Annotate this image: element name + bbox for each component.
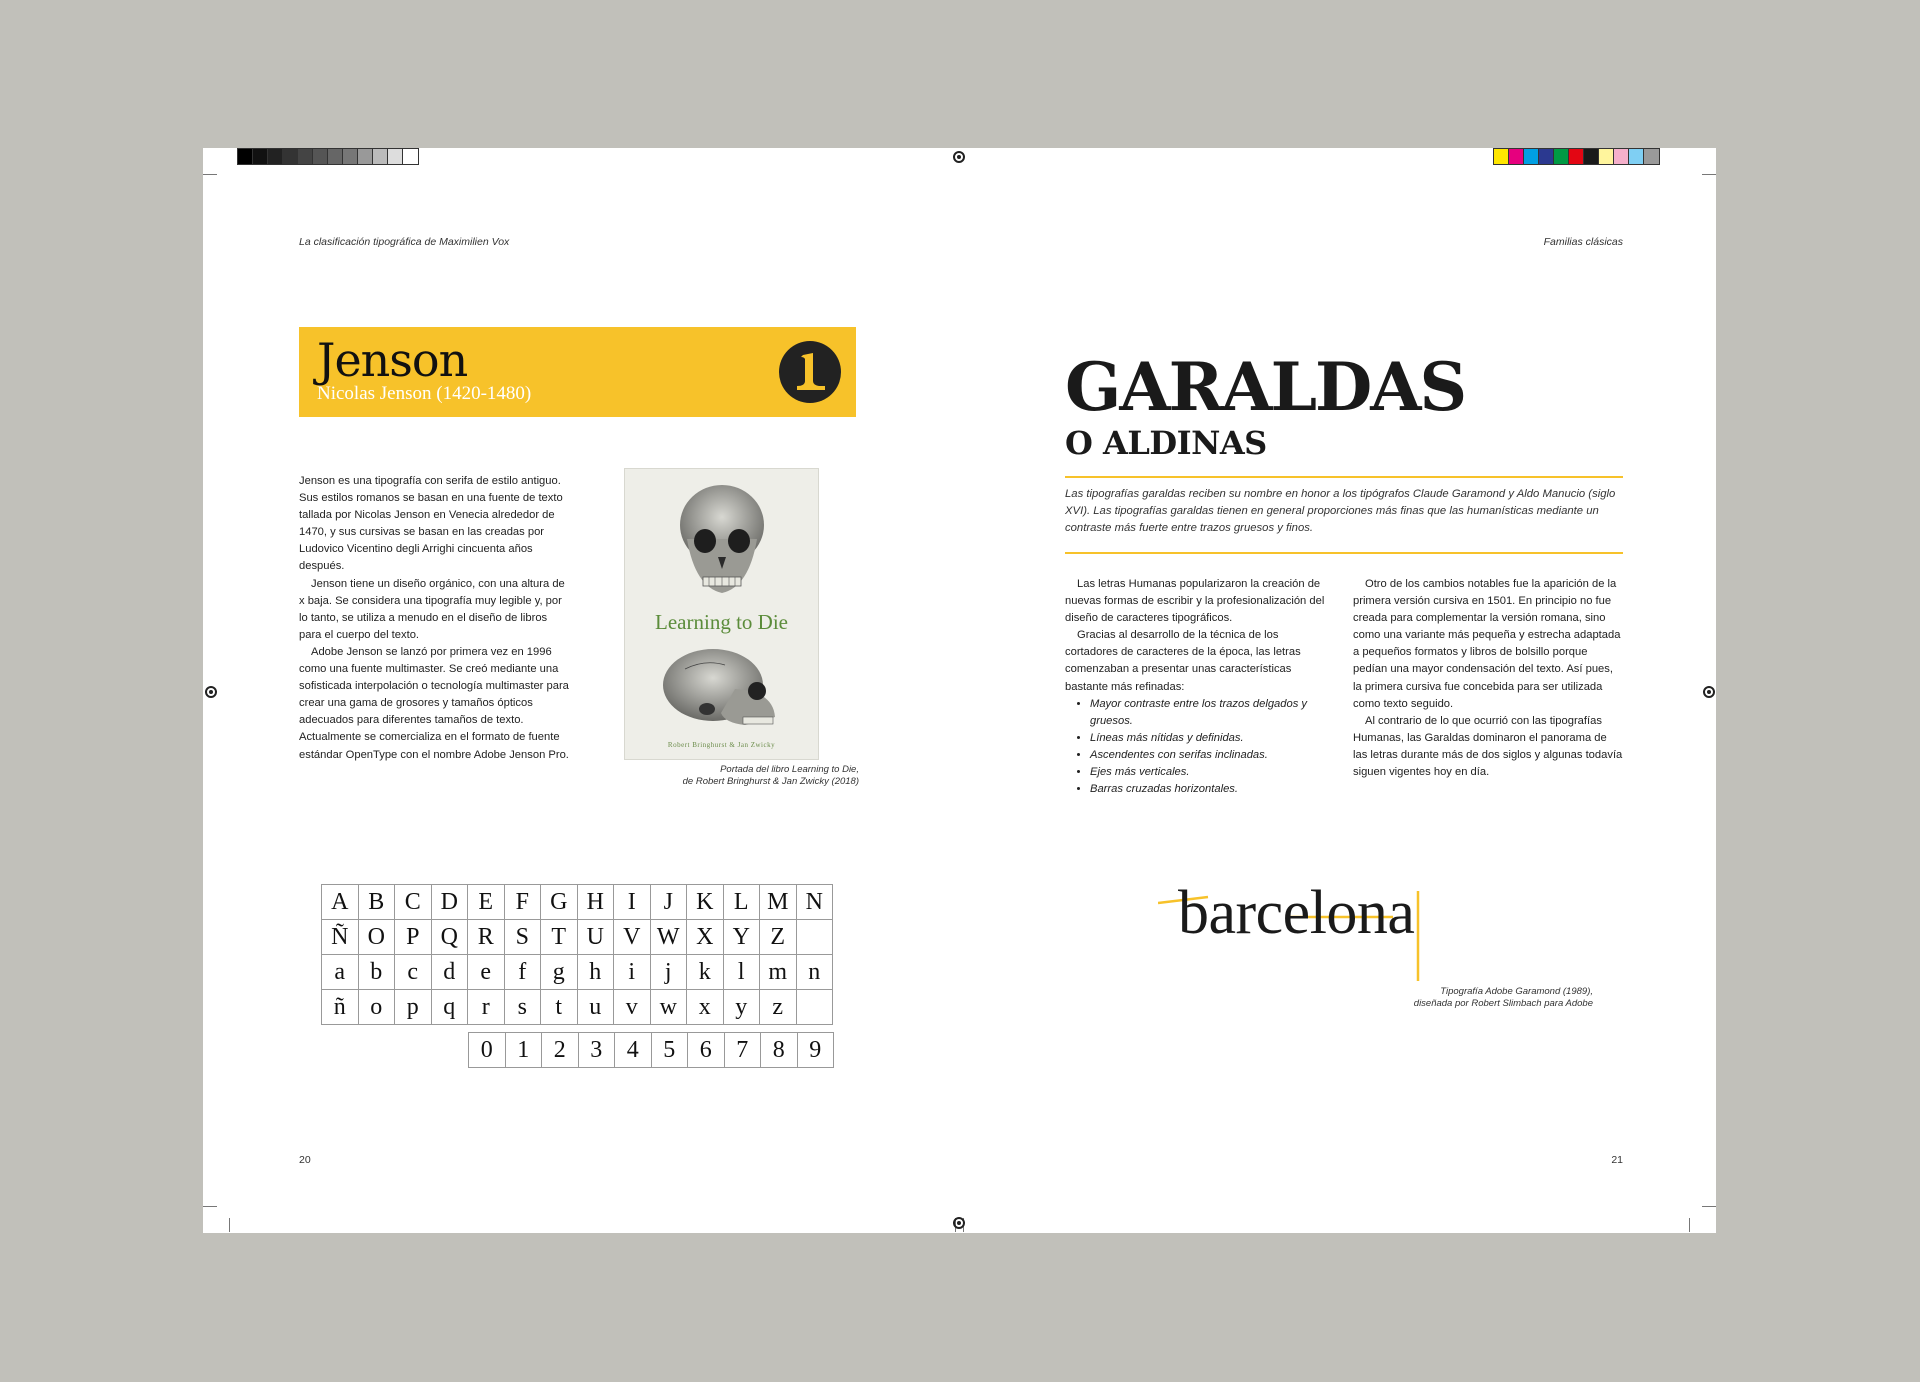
- process-color-bar: [1493, 148, 1660, 165]
- digit-cell: 9: [797, 1033, 834, 1068]
- glyph-cell: V: [614, 920, 651, 955]
- color-swatch: [388, 149, 403, 164]
- glyph-cell: y: [723, 990, 760, 1025]
- registration-mark-icon: [953, 151, 965, 163]
- digit-cell: 7: [724, 1033, 761, 1068]
- banner-subtitle: Nicolas Jenson (1420-1480): [317, 383, 532, 404]
- color-swatch: [298, 149, 313, 164]
- book-cover-image: [624, 468, 819, 760]
- color-swatch: [283, 149, 298, 164]
- glyph-cell: f: [504, 955, 541, 990]
- digit-cell: 8: [761, 1033, 798, 1068]
- glyph-cell: G: [541, 885, 578, 920]
- specimen-caption: [1283, 986, 1593, 1010]
- glyph-cell: c: [395, 955, 432, 990]
- color-swatch: [1554, 149, 1569, 164]
- crop-mark: [203, 1206, 217, 1207]
- glyph-cell: ñ: [322, 990, 359, 1025]
- color-swatch: [1494, 149, 1509, 164]
- page-title: GARALDAS: [1065, 348, 1466, 426]
- glyph-cell: W: [650, 920, 687, 955]
- glyph-cell: w: [650, 990, 687, 1025]
- color-swatch: [1524, 149, 1539, 164]
- glyph-cell: l: [723, 955, 760, 990]
- color-swatch: [1569, 149, 1584, 164]
- glyph-cell: q: [431, 990, 468, 1025]
- crop-mark: [1689, 1218, 1690, 1232]
- glyph-cell: T: [541, 920, 578, 955]
- specimen-row: [322, 920, 833, 955]
- banner-title: Jenson: [317, 333, 468, 387]
- color-swatch: [1644, 149, 1659, 164]
- gray-scale-bar: [237, 148, 419, 165]
- glyph-cell: d: [431, 955, 468, 990]
- registration-mark-icon: [1703, 686, 1715, 698]
- glyph-cell: e: [468, 955, 505, 990]
- running-head-left: La clasificación tipográfica de Maximilien Vox: [299, 236, 510, 248]
- glyph-cell: R: [468, 920, 505, 955]
- glyph-cell: [796, 920, 833, 955]
- list-item: • Mayor contraste entre los trazos delgados y gruesos.: [1090, 696, 1330, 730]
- glyph-cell: v: [614, 990, 651, 1025]
- intro-text: Las tipografías garaldas reciben su nombre en honor a los tipógrafos Claude Garamond y Aldo Manucio (siglo XVI). Las tipografías garaldas tienen en general proporciones más finas que las humanísticas mediante un contraste más fuerte entre trazos gruesos y finos.: [1065, 488, 1616, 535]
- glyph-cell: h: [577, 955, 614, 990]
- list-item: • Ascendentes con serifas inclinadas.: [1090, 747, 1330, 764]
- crop-mark: [229, 1218, 230, 1232]
- book-spread: [203, 148, 1716, 1233]
- glyph-cell: z: [760, 990, 797, 1025]
- specimen-word: barcelona: [1178, 879, 1415, 947]
- digit-cell: 1: [505, 1033, 542, 1068]
- glyph-cell: B: [358, 885, 395, 920]
- glyph-cell: k: [687, 955, 724, 990]
- glyph-cell: g: [541, 955, 578, 990]
- color-swatch: [253, 149, 268, 164]
- column-left: [1065, 576, 1330, 798]
- color-swatch: [1599, 149, 1614, 164]
- paragraph: Otro de los cambios notables fue la aparición de la primera versión cursiva en 1501. En principio no fue creada para complementar la versión romana, sino como una variante más pequeña y estrecha adaptada a pequeños formatos y libros de bolsillo porque pedían una mayor condensación del texto. Así pues, la primera cursiva fue concebida para ser utilizada como texto seguido.: [1353, 578, 1621, 710]
- color-swatch: [238, 149, 253, 164]
- feature-list: [1065, 696, 1330, 799]
- jenson-description: [299, 473, 571, 764]
- glyph-cell: Q: [431, 920, 468, 955]
- color-swatch: [1614, 149, 1629, 164]
- paragraph: Adobe Jenson se lanzó por primera vez en 1996 como una fuente multimaster. Se creó mediante una sofisticada interpolación o tecnología multimaster para crear una gama de grosores y tamaños ópticos adecuados para diferentes tamaños de texto. Actualmente se comercializa en el formato de fuente estándar OpenType con el nombre Adobe Jenson Pro.: [299, 645, 569, 761]
- divider: [1065, 476, 1623, 478]
- color-swatch: [1539, 149, 1554, 164]
- registration-mark-icon: [953, 1217, 965, 1229]
- color-swatch: [328, 149, 343, 164]
- glyph-cell: S: [504, 920, 541, 955]
- column-right: [1353, 576, 1623, 781]
- glyph-cell: A: [322, 885, 359, 920]
- paragraph: Jenson es una tipografía con serifa de estilo antiguo. Sus estilos romanos se basan en una fuente de texto tallada por Nicolas Jenson en Venecia alrededor de 1470, y sus cursivas se basan en las creadas por Ludovico Vicentino degli Arrighi cincuenta años después.: [299, 475, 563, 573]
- glyph-cell: b: [358, 955, 395, 990]
- glyph-cell: U: [577, 920, 614, 955]
- digit-cell: 5: [651, 1033, 688, 1068]
- color-swatch: [268, 149, 283, 164]
- glyph-cell: s: [504, 990, 541, 1025]
- page-number-left: 20: [299, 1154, 311, 1166]
- glyph-cell: a: [322, 955, 359, 990]
- color-swatch: [313, 149, 328, 164]
- specimen-row: [322, 990, 833, 1025]
- crop-mark: [203, 174, 217, 175]
- digit-cell: 4: [615, 1033, 652, 1068]
- glyph-cell: H: [577, 885, 614, 920]
- color-swatch: [1629, 149, 1644, 164]
- glyph-cell: N: [796, 885, 833, 920]
- specimen-row: [322, 885, 833, 920]
- glyph-cell: L: [723, 885, 760, 920]
- glyph-cell: K: [687, 885, 724, 920]
- glyph-cell: p: [395, 990, 432, 1025]
- glyph-cell: n: [796, 955, 833, 990]
- book-title: Learning to Die: [655, 610, 788, 634]
- color-swatch: [1509, 149, 1524, 164]
- crop-mark: [1702, 174, 1716, 175]
- digit-cell: 0: [469, 1033, 506, 1068]
- color-swatch: [403, 149, 418, 164]
- alphabet-specimen-grid: [321, 884, 833, 1025]
- glyph-cell: t: [541, 990, 578, 1025]
- page-number-right: 21: [1611, 1154, 1623, 1166]
- jenson-banner: [299, 327, 856, 417]
- glyph-cell: M: [760, 885, 797, 920]
- color-swatch: [343, 149, 358, 164]
- specimen-row: [322, 955, 833, 990]
- color-swatch: [373, 149, 388, 164]
- caption-line: de Robert Bringhurst & Jan Zwicky (2018): [682, 776, 859, 787]
- glyph-cell: j: [650, 955, 687, 990]
- glyph-cell: u: [577, 990, 614, 1025]
- color-swatch: [358, 149, 373, 164]
- running-head-right: Familias clásicas: [1543, 236, 1623, 248]
- glyph-cell: o: [358, 990, 395, 1025]
- jenson-initial-icon: [779, 341, 841, 403]
- registration-mark-icon: [205, 686, 217, 698]
- page-subtitle: O ALDINAS: [1065, 424, 1267, 462]
- glyph-cell: Ñ: [322, 920, 359, 955]
- glyph-cell: E: [468, 885, 505, 920]
- glyph-cell: r: [468, 990, 505, 1025]
- digit-cell: 6: [688, 1033, 725, 1068]
- glyph-cell: J: [650, 885, 687, 920]
- list-item: • Líneas más nítidas y definidas.: [1090, 730, 1330, 747]
- crop-mark: [1702, 1206, 1716, 1207]
- caption-line: Portada del libro Learning to Die,: [720, 764, 859, 775]
- glyph-cell: D: [431, 885, 468, 920]
- digits-specimen-grid: [468, 1032, 834, 1068]
- caption-line: Tipografía Adobe Garamond (1989),: [1440, 986, 1593, 997]
- glyph-cell: C: [395, 885, 432, 920]
- paragraph: Gracias al desarrollo de la técnica de los cortadores de caracteres de la época, las letras comenzaban a presentar unas características bastante más refinadas:: [1065, 629, 1301, 693]
- glyph-cell: m: [760, 955, 797, 990]
- color-swatch: [1584, 149, 1599, 164]
- glyph-cell: I: [614, 885, 651, 920]
- book-caption: [593, 764, 859, 788]
- paragraph: Al contrario de lo que ocurrió con las tipografías Humanas, las Garaldas dominaron el panorama de las letras durante más de dos siglos y algunas todavía siguen vigentes hoy en día.: [1353, 714, 1623, 779]
- glyph-cell: P: [395, 920, 432, 955]
- list-item: • Ejes más verticales.: [1090, 764, 1330, 781]
- divider: [1065, 552, 1623, 554]
- paragraph: Las letras Humanas popularizaron la creación de nuevas formas de escribir y la profesionalización del diseño de caracteres tipográficos.: [1065, 578, 1325, 625]
- glyph-cell: X: [687, 920, 724, 955]
- glyph-cell: F: [504, 885, 541, 920]
- paragraph: Jenson tiene un diseño orgánico, con una altura de x baja. Se considera una tipografía muy legible y, por lo tanto, se utiliza a menudo en el diseño de libros para el cuerpo del texto.: [299, 577, 565, 641]
- caption-line: diseñada por Robert Slimbach para Adobe: [1413, 998, 1593, 1009]
- book-authors: Robert Bringhurst & Jan Zwicky: [667, 741, 776, 749]
- glyph-cell: x: [687, 990, 724, 1025]
- glyph-cell: O: [358, 920, 395, 955]
- digit-cell: 3: [578, 1033, 615, 1068]
- digit-cell: 2: [542, 1033, 579, 1068]
- glyph-cell: [796, 990, 833, 1025]
- glyph-cell: Z: [760, 920, 797, 955]
- list-item: • Barras cruzadas horizontales.: [1090, 781, 1330, 798]
- glyph-cell: i: [614, 955, 651, 990]
- glyph-cell: Y: [723, 920, 760, 955]
